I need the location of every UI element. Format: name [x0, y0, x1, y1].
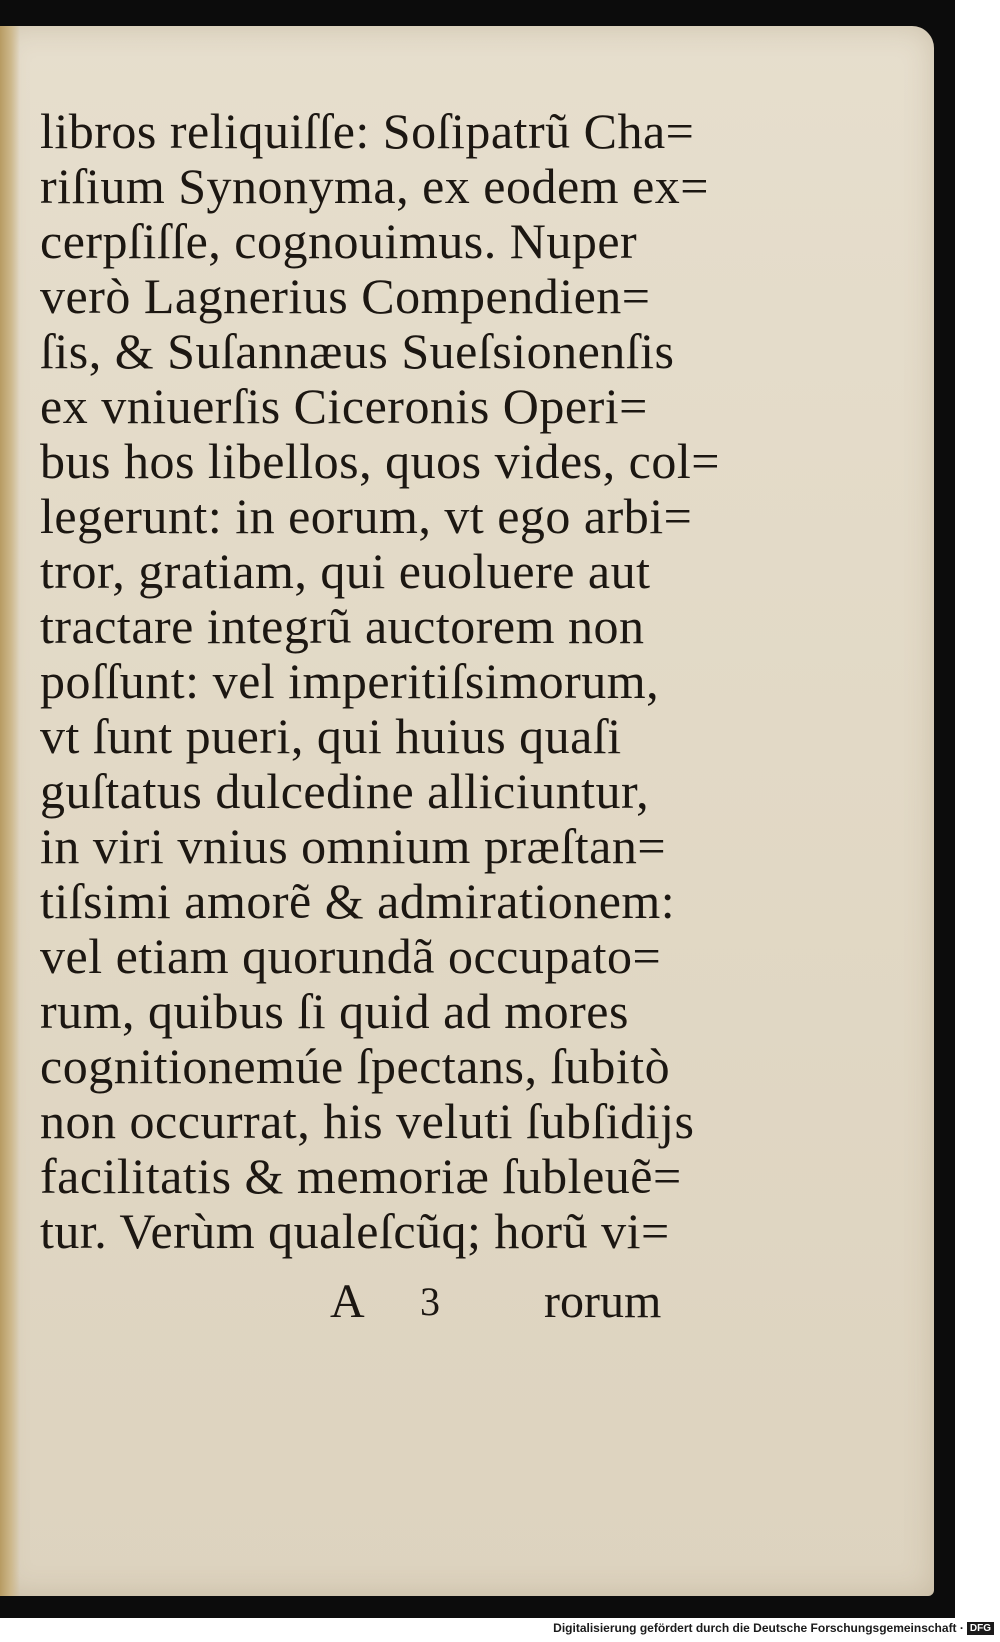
- text-line: non occurrat, his veluti ſubſidijs: [40, 1093, 695, 1149]
- text-line: tur. Verùm qualeſcũq; horũ vi=: [40, 1203, 670, 1259]
- text-line: tractare integrũ auctorem non: [40, 598, 645, 654]
- catchword: rorum: [544, 1275, 662, 1328]
- page-body-text: [40, 103, 720, 1259]
- text-line: facilitatis & memoriæ ſubleuẽ=: [40, 1148, 682, 1204]
- text-line: legerunt: in eorum, vt ego arbi=: [40, 488, 693, 544]
- funding-credit-text: Digitalisierung gefördert durch die Deutsche Forschungsgemeinschaft ·: [553, 1621, 964, 1635]
- dfg-logo: DFG: [967, 1622, 994, 1635]
- footer-bar: [0, 1618, 1000, 1642]
- text-line: libros reliquiſſe: Soſipatrũ Cha=: [40, 103, 695, 159]
- signature-mark: A: [330, 1275, 365, 1328]
- text-line: poſſunt: vel imperitiſsimorum,: [40, 653, 660, 709]
- text-line: tror, gratiam, qui euoluere aut: [40, 543, 651, 599]
- text-line: verò Lagnerius Compendien=: [40, 268, 651, 324]
- text-line: ſis, & Suſannæus Sueſsionenſis: [40, 323, 675, 379]
- book-page: [0, 26, 934, 1596]
- page-binding-edge: [0, 26, 20, 1596]
- text-line: tiſsimi amorẽ & admirationem:: [40, 873, 676, 929]
- text-line: in viri vnius omnium præſtan=: [40, 818, 667, 874]
- text-line: guſtatus dulcedine alliciuntur,: [40, 763, 650, 819]
- signature-line: [40, 1274, 680, 1334]
- text-line: rum, quibus ſi quid ad mores: [40, 983, 629, 1039]
- text-line: cerpſiſſe, cognouimus. Nuper: [40, 213, 638, 269]
- text-line: cognitionemúe ſpectans, ſubitò: [40, 1038, 671, 1094]
- text-line: riſium Synonyma, ex eodem ex=: [40, 158, 709, 214]
- text-line: vel etiam quorundã occupato=: [40, 928, 662, 984]
- text-line: bus hos libellos, quos vides, col=: [40, 433, 720, 489]
- funding-credit: [553, 1621, 994, 1635]
- signature-number: 3: [420, 1279, 440, 1324]
- text-line: vt ſunt pueri, qui huius quaſi: [40, 708, 622, 764]
- text-line: ex vniuerſis Ciceronis Operi=: [40, 378, 648, 434]
